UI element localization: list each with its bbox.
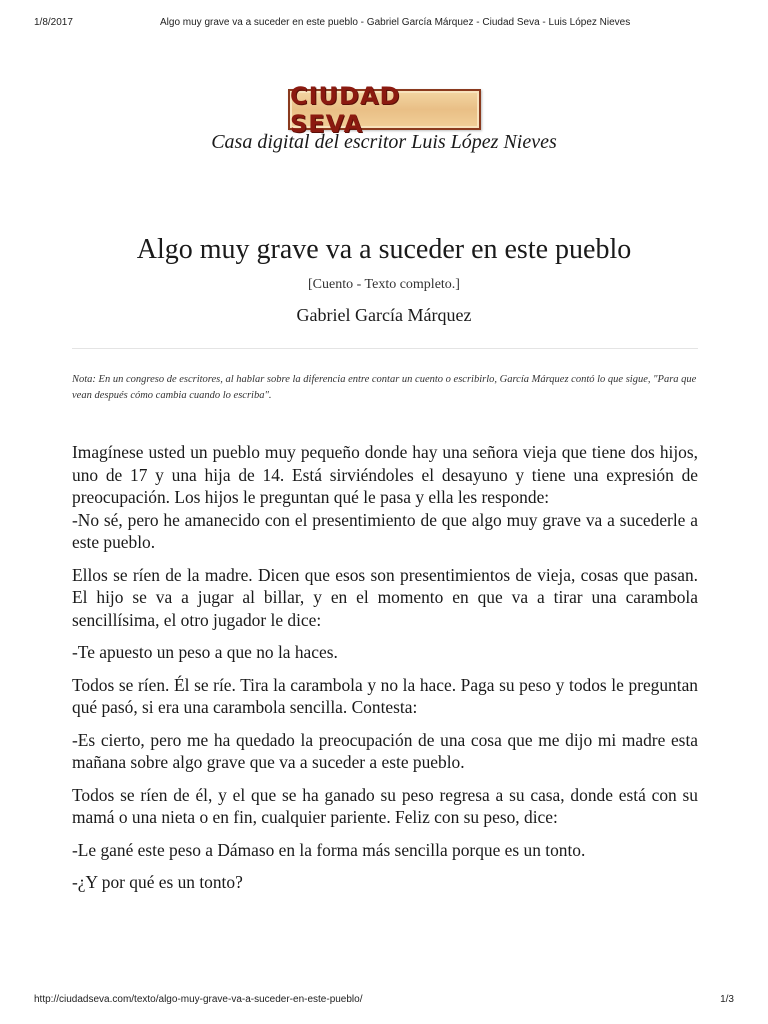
page-url: http://ciudadseva.com/texto/algo-muy-grave-va-a-suceder-en-este-pueblo/ (34, 994, 363, 1005)
page-number: 1/3 (720, 994, 734, 1005)
note-label: Nota: (72, 374, 96, 385)
editor-note (72, 372, 698, 404)
note-text: En un congreso de escritores, al hablar sobre la diferencia entre contar un cuento o escribirlo, García Márquez contó lo que sigue, (95, 374, 654, 385)
story-paragraph: -¿Y por qué es un tonto? (72, 872, 243, 892)
story-paragraph: -Te apuesto un peso a que no la haces. (72, 642, 338, 662)
article-author: Gabriel García Márquez (296, 305, 472, 325)
ciudad-seva-logo[interactable] (288, 81, 481, 138)
story-paragraph: Ellos se ríen de la madre. Dicen que esos son presentimientos de vieja, cosas que pasan. El hijo se va a jugar al billar, y en el momento en que va a tirar una carambola sencillísima, el otro jugador le dice: (72, 564, 698, 630)
article-subtitle: [Cuento - Texto completo.] (308, 277, 460, 292)
story-paragraph: Todos se ríen. Él se ríe. Tira la carambola y no la hace. Paga su peso y todos le preguntan qué pasó, si era una carambola sencilla. Contesta: (72, 674, 698, 717)
print-footer (34, 994, 734, 1008)
story-paragraph: Todos se ríen de él, y el que se ha ganado su peso regresa a su casa, donde está con su mamá o una nieta o en fin, cualquier pariente. Feliz con su peso, dice: (72, 784, 698, 827)
print-date: 1/8/2017 (34, 17, 73, 28)
story-paragraph: -Le gané este peso a Dámaso en la forma más sencilla porque es un tonto. (72, 839, 586, 860)
story-body (72, 441, 698, 904)
print-header (34, 17, 734, 31)
story-paragraph: -Es cierto, pero me ha quedado la preocupación de una cosa que me dijo mi madre esta mañana sobre algo grave que va a suceder a este pueblo. (72, 729, 698, 772)
logo-text: CIUDAD SEVA (290, 81, 401, 138)
story-paragraph: Imagínese usted un pueblo muy pequeño donde hay una señora vieja que tiene dos hijos, uno de 17 y una hija de 14. Está sirviéndoles el desayuno y tiene una expresión de preocupación. Los hijos le preguntan qué le pasa y ella les responde: (72, 442, 698, 507)
site-tagline: Casa digital del escritor Luis López Nieves (211, 131, 557, 153)
note-end: . (268, 390, 272, 401)
print-document-title: Algo muy grave va a suceder en este pueblo - Gabriel García Márquez - Ciudad Seva - Luis López Nieves (160, 17, 631, 28)
article-title: Algo muy grave va a suceder en este pueblo (136, 234, 632, 265)
divider (72, 348, 698, 349)
story-paragraph: -No sé, pero he amanecido con el presentimiento de que algo muy grave va a sucederle a este pueblo. (72, 509, 698, 552)
note-quote: "Para que vean después cómo cambia cuando lo escriba" (72, 374, 697, 401)
